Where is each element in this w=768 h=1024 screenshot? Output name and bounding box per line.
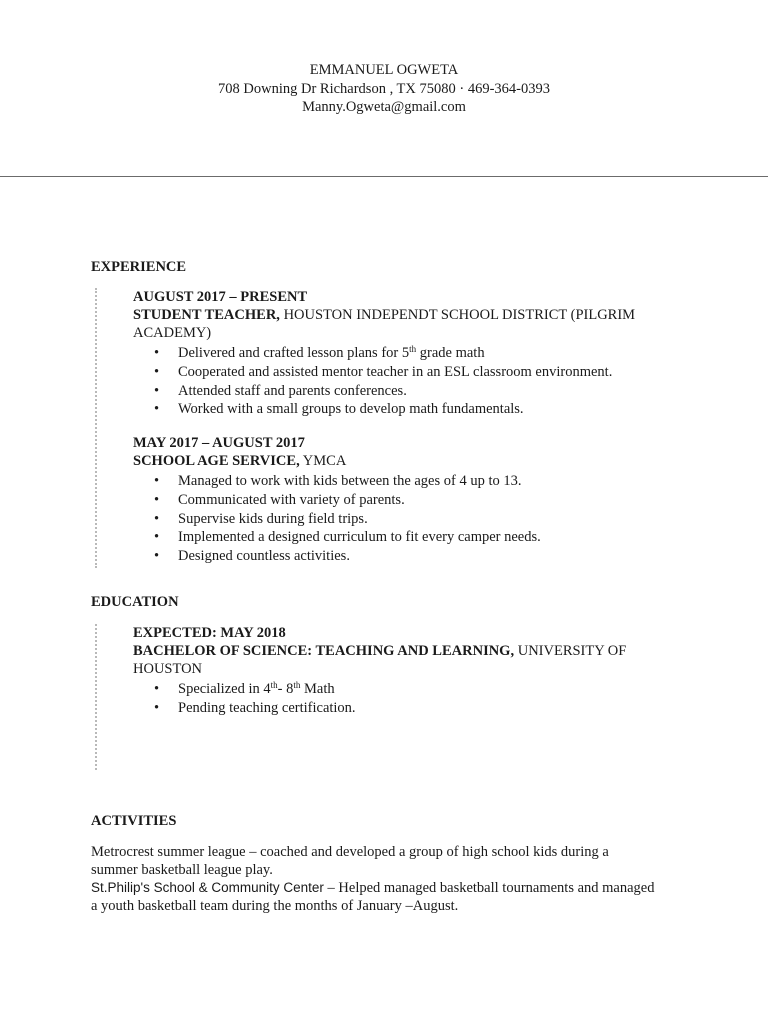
superscript: th bbox=[409, 344, 417, 354]
activity-text: – Helped managed basketball tournaments and managed bbox=[323, 880, 655, 896]
degree-title: BACHELOR OF SCIENCE: TEACHING AND LEARNING, bbox=[133, 643, 515, 659]
resume-header bbox=[0, 61, 768, 117]
education-entry bbox=[133, 624, 673, 718]
job-organization: HOUSTON INDEPENDT SCHOOL DISTRICT (PILGRIM bbox=[283, 307, 636, 323]
job-bullets bbox=[133, 344, 673, 419]
job-organization-cont: ACADEMY) bbox=[133, 325, 212, 341]
experience-heading: EXPERIENCE bbox=[91, 259, 187, 275]
school-name: UNIVERSITY OF bbox=[517, 643, 627, 659]
bullet-text: Delivered and crafted lesson plans for 5 bbox=[178, 345, 410, 361]
activities-heading: ACTIVITIES bbox=[91, 813, 177, 829]
superscript: th bbox=[293, 680, 301, 690]
job-dates: AUGUST 2017 – PRESENT bbox=[133, 289, 308, 305]
list-item: • Designed countless activities. bbox=[178, 547, 673, 566]
school-name-cont: HOUSTON bbox=[133, 661, 203, 677]
list-item: • Implemented a designed curriculum to fit every camper needs. bbox=[178, 528, 673, 547]
job-bullets bbox=[133, 472, 673, 566]
list-item: • Attended staff and parents conferences. bbox=[178, 382, 673, 401]
bullet-text: grade math bbox=[416, 345, 485, 361]
activities-body bbox=[91, 843, 691, 915]
activity-line: Metrocrest summer league – coached and developed a group of high school kids during a bbox=[91, 844, 609, 860]
education-bullets bbox=[133, 680, 673, 718]
education-dates: EXPECTED: MAY 2018 bbox=[133, 625, 286, 641]
job-organization: YMCA bbox=[302, 453, 347, 469]
list-item: • Managed to work with kids between the ages of 4 up to 13. bbox=[178, 472, 673, 491]
experience-dotted-rule bbox=[95, 288, 97, 568]
list-item: • Communicated with variety of parents. bbox=[178, 491, 673, 510]
bullet-text: Math bbox=[300, 681, 335, 697]
job-title: STUDENT TEACHER, bbox=[133, 307, 280, 323]
header-divider bbox=[0, 176, 768, 177]
list-item: • Cooperated and assisted mentor teacher in an ESL classroom environment. bbox=[178, 363, 673, 382]
bullet-text: Specialized in 4 bbox=[178, 681, 271, 697]
organization-name: St.Philip's School & Community Center bbox=[91, 880, 324, 895]
job-title: SCHOOL AGE SERVICE, bbox=[133, 453, 300, 469]
education-dotted-rule bbox=[95, 624, 97, 770]
activity-line: a youth basketball team during the months of January –August. bbox=[91, 898, 459, 914]
activity-line: summer basketball league play. bbox=[91, 862, 273, 878]
bullet-text: - 8 bbox=[277, 681, 294, 697]
list-item: • Worked with a small groups to develop math fundamentals. bbox=[178, 400, 673, 419]
list-item: • Pending teaching certification. bbox=[178, 699, 673, 718]
education-heading: EDUCATION bbox=[91, 594, 179, 610]
job-entry bbox=[133, 434, 673, 566]
list-item bbox=[178, 680, 673, 699]
list-item bbox=[178, 344, 673, 363]
address-phone: 708 Downing Dr Richardson , TX 75080 · 469-364-0393 bbox=[218, 80, 550, 97]
superscript: th bbox=[270, 680, 278, 690]
activity-line bbox=[91, 879, 691, 897]
email-address: Manny.Ogweta@gmail.com bbox=[302, 99, 466, 115]
job-dates: MAY 2017 – AUGUST 2017 bbox=[133, 435, 305, 451]
list-item: • Supervise kids during field trips. bbox=[178, 510, 673, 529]
job-entry bbox=[133, 288, 673, 419]
applicant-name: EMMANUEL OGWETA bbox=[309, 62, 459, 78]
